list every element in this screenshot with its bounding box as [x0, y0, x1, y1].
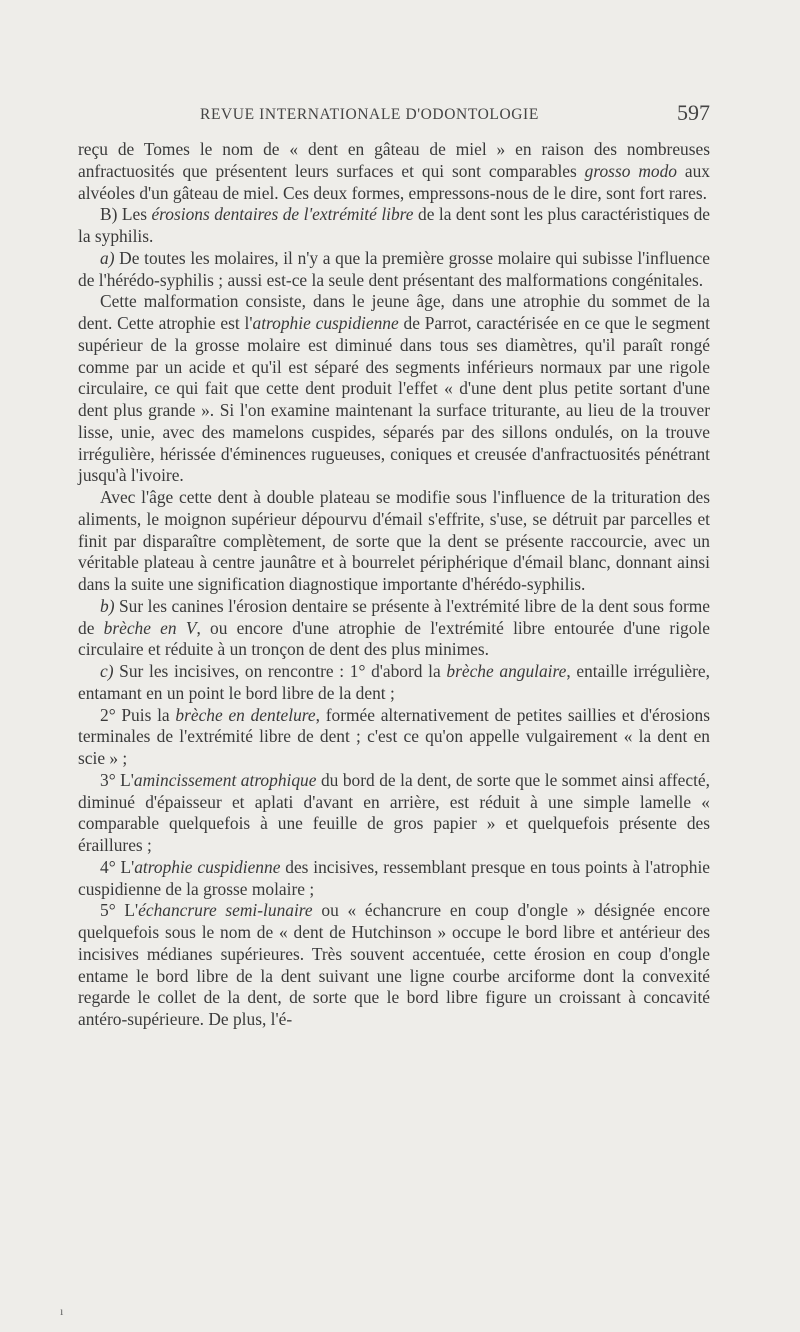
- page-number: 597: [677, 100, 710, 125]
- text-run: du bord de la dent, de sorte que le sommet ainsi affecté, diminué d'épaisseur et aplati d'avant en arrière, est réduit à une simple lamelle « comparable quelquefois à une feuille de gros papier » et quelquefois présente des éraillures ;: [78, 769, 710, 855]
- text-run: , formée alternativement de petites saillies et d'érosions terminales de l'extrémité libre de dent ; c'est ce qu'on appelle vulgairement « la dent en scie » ;: [78, 704, 710, 768]
- paragraph: [78, 204, 710, 248]
- text-run: Avec l'âge cette dent à double plateau se modifie sous l'influence de la trituration des aliments, le moignon supérieur dépourvu d'émail s'effrite, s'use, se détruit par parcelles et finit par disparaître complètement, de sorte que la dent se présente raccourcie, avec un véritable plateau à centre jaunâtre et à bourrelet périphérique d'émail blanc, donnant ainsi dans la suite une signification diagnostique importante d'hérédo-syphilis.: [78, 487, 710, 594]
- text-run: Cette malformation consiste, dans le jeune âge, dans une atrophie du sommet de la dent. Cette atrophie est l': [78, 291, 710, 333]
- italic-term: atrophie cuspidienne: [134, 856, 281, 877]
- text-run: des incisives, ressemblant presque en tous points à l'atrophie cuspidienne de la grosse molaire ;: [78, 856, 710, 899]
- text-run: Sur les canines l'érosion dentaire se présente à l'extrémité libre de la dent sous forme de: [78, 595, 710, 638]
- italic-term: brèche en V: [103, 617, 197, 638]
- body-text: [78, 139, 710, 1031]
- paragraph: [78, 900, 710, 1031]
- text-run: de Parrot, caractérisée en ce que le segment supérieur de la grosse molaire est diminué dans tous ses diamètres, qu'il paraît rongé comme par un acide et qu'il est séparé des segments inférieurs normaux par une rigole circulaire, ce qui fait que cette dent produit l'effet « d'une dent plus petite sortant d'une dent plus grande ». Si l'on examine maintenant la surface triturante, au lieu de la trouver lisse, unie, avec des mamelons cuspides, séparés par des sillons ondulés, on la trouve irrégulière, hérissée d'éminences rugueuses, coniques et creusée d'anfractuosités pénétrant jusqu'à l'ivoire.: [78, 313, 710, 486]
- margin-mark: ı: [60, 1304, 64, 1318]
- paragraph: [78, 248, 710, 292]
- text-run: de la dent sont les plus caractéristiques de la syphilis.: [78, 204, 710, 246]
- paragraph: [78, 487, 710, 596]
- text-run: reçu de Tomes le nom de « dent en gâteau de miel » en raison des nombreuses anfractuosités que présentent leurs surfaces et qui sont comparables: [78, 139, 710, 181]
- italic-term: érosions dentaires de l'extrémité libre: [151, 204, 414, 225]
- text-run: ou « échancrure en coup d'ongle » désignée encore quelquefois sous le nom de « dent de Hutchinson » occupe le bord libre et antérieur des incisives médianes supérieures. Très souvent accentuée, cette érosion en coup d'ongle entame le bord libre de la dent suivant une ligne courbe arciforme dont la convexité regarde le collet de la dent, de sorte que le bord libre figure un croissant à concavité antéro-supérieure. De plus, l'é-: [78, 900, 710, 1029]
- italic-term: amincissement atrophique: [133, 769, 317, 790]
- journal-title: REVUE INTERNATIONALE D'ODONTOLOGIE: [200, 106, 539, 123]
- paragraph: [78, 770, 710, 857]
- paragraph: [78, 291, 710, 487]
- italic-term: b): [100, 595, 115, 616]
- paragraph: [78, 139, 710, 204]
- italic-term: grosso modo: [584, 160, 677, 181]
- paragraph: [78, 661, 710, 705]
- text-run: aux alvéoles d'un gâteau de miel. Ces deux formes, empressons-nous de le dire, sont fort rares.: [78, 160, 710, 203]
- paragraph: [78, 705, 710, 770]
- italic-term: brèche en dentelure: [175, 704, 316, 725]
- italic-term: brèche angulaire: [446, 661, 567, 681]
- text-run: De toutes les molaires, il n'y a que la première grosse molaire qui subisse l'influence de l'hérédo-syphilis ; aussi est-ce la seule dent présentant des malformations congénitales.: [78, 247, 710, 290]
- italic-term: atrophie cuspidienne: [252, 313, 399, 333]
- text-run: Sur les incisives, on rencontre : 1° d'abord la: [113, 661, 447, 681]
- text-run: B) Les: [100, 204, 152, 225]
- text-run: 3° L': [100, 769, 134, 790]
- paragraph: [78, 857, 710, 901]
- text-run: , ou encore d'une atrophie de l'extrémité libre entourée d'une rigole circulaire et réduite à un tronçon de dent des plus minimes.: [78, 617, 710, 660]
- italic-term: a): [100, 247, 115, 268]
- italic-term: échancrure semi-lunaire: [138, 900, 313, 921]
- text-run: 2° Puis la: [100, 704, 176, 725]
- text-run: , entaille irrégulière, entamant en un point le bord libre de la dent ;: [78, 661, 710, 703]
- paragraph: [78, 596, 710, 661]
- running-header: [200, 100, 710, 130]
- italic-term: c): [100, 661, 114, 681]
- text-run: 5° L': [100, 900, 139, 921]
- text-run: 4° L': [100, 856, 135, 877]
